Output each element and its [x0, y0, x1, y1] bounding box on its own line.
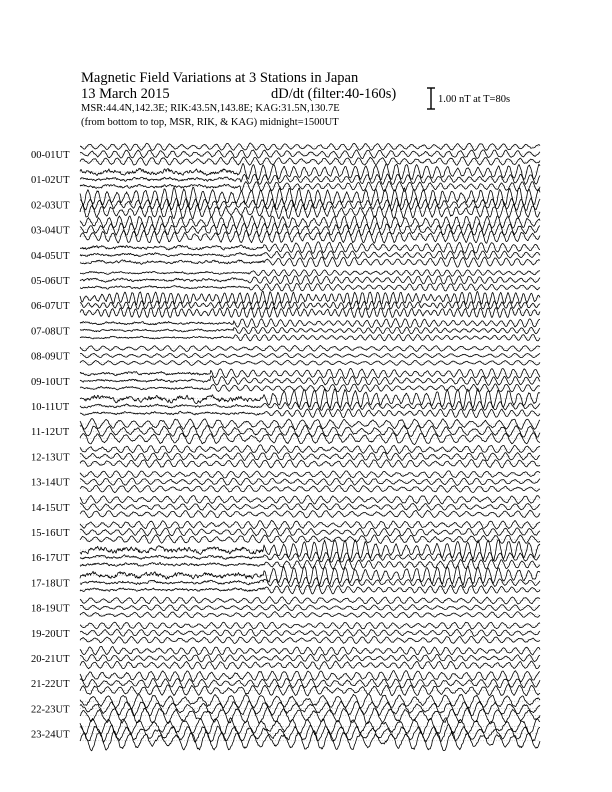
scale-bar-label: 1.00 nT at T=80s	[438, 94, 511, 105]
trace-msr	[80, 535, 540, 544]
hour-label: 20-21UT	[31, 654, 70, 665]
date-label: 13 March 2015	[81, 86, 170, 102]
hour-label: 19-20UT	[31, 628, 70, 640]
hour-label: 03-04UT	[31, 225, 70, 237]
hour-label: 04-05UT	[31, 250, 70, 262]
hour-label: 23-24UT	[31, 729, 70, 741]
hour-row	[31, 143, 540, 166]
hour-label: 00-01UT	[31, 150, 70, 161]
hour-label: 07-08UT	[31, 326, 70, 338]
trace-rik	[80, 678, 540, 688]
hour-label: 17-18UT	[31, 578, 70, 590]
trace-msr	[80, 460, 540, 468]
trace-msr	[80, 181, 540, 191]
trace-rik	[80, 478, 540, 485]
trace-msr	[80, 433, 540, 445]
trace-rik	[80, 327, 540, 334]
trace-msr	[80, 661, 540, 669]
trace-kag	[80, 389, 540, 409]
hour-row	[31, 319, 540, 341]
trace-msr	[80, 612, 540, 618]
hour-row	[31, 345, 540, 365]
hour-row	[31, 389, 540, 418]
hour-row	[31, 216, 540, 244]
hour-label: 02-03UT	[31, 200, 70, 212]
scale-bar	[427, 88, 435, 109]
hour-label: 10-11UT	[31, 402, 70, 413]
trace-rik	[80, 376, 540, 385]
trace-rik	[80, 353, 540, 358]
trace-msr	[80, 283, 540, 291]
quantity-label: dD/dt (filter:40-160s)	[271, 86, 397, 102]
trace-msr	[80, 731, 540, 751]
trace-rik	[80, 629, 540, 636]
trace-msr	[80, 384, 540, 392]
hour-label: 18-19UT	[31, 603, 70, 615]
hour-row	[31, 270, 540, 292]
hour-row	[31, 646, 540, 669]
hour-label: 13-14UT	[31, 477, 70, 489]
hour-row	[31, 163, 540, 191]
trace-rik	[80, 528, 540, 536]
chart-title: Magnetic Field Variations at 3 Stations in Japan	[81, 70, 359, 86]
trace-msr	[80, 510, 540, 518]
trace-kag	[80, 270, 540, 277]
hour-row	[31, 520, 540, 543]
hour-label: 09-10UT	[31, 376, 70, 388]
hour-label: 01-02UT	[31, 175, 70, 187]
trace-rik	[80, 275, 540, 284]
trace-kag	[80, 291, 540, 305]
hour-label: 22-23UT	[31, 704, 70, 716]
hour-row	[31, 291, 540, 317]
trace-msr	[80, 360, 540, 365]
trace-kag	[80, 471, 540, 478]
station-order-note: (from bottom to top, MSR, RIK, & KAG) midnight=1500UT	[81, 117, 339, 128]
hour-row	[31, 671, 540, 696]
hour-label: 15-16UT	[31, 528, 70, 539]
trace-kag	[80, 495, 540, 504]
trace-msr	[80, 485, 540, 493]
trace-msr	[80, 334, 540, 341]
hour-label: 05-06UT	[31, 276, 70, 287]
hour-row	[31, 622, 540, 643]
hour-row	[31, 471, 540, 493]
hour-row	[31, 597, 540, 618]
hour-label: 08-09UT	[31, 351, 70, 363]
hour-row	[31, 445, 540, 468]
hour-row	[31, 495, 540, 518]
hour-label: 11-12UT	[31, 427, 70, 439]
trace-kag	[80, 597, 540, 604]
hour-label: 06-07UT	[31, 301, 70, 313]
trace-rik	[80, 604, 540, 610]
station-coordinates: MSR:44.4N,142.3E; RIK:43.5N,143.8E; KAG:31.5N,130.7E	[81, 103, 340, 114]
trace-rik	[80, 150, 540, 159]
trace-rik	[80, 301, 540, 310]
hour-label: 14-15UT	[31, 502, 70, 514]
trace-kag	[80, 319, 540, 328]
trace-msr	[80, 307, 540, 318]
hour-row	[31, 369, 540, 392]
hour-label: 21-22UT	[31, 679, 70, 691]
trace-kag	[80, 216, 540, 230]
hour-row	[31, 187, 540, 219]
hour-label: 16-17UT	[31, 553, 70, 565]
hour-row	[31, 566, 540, 594]
trace-msr	[80, 636, 540, 643]
trace-kag	[80, 520, 540, 529]
trace-rik	[80, 654, 540, 662]
hour-row	[31, 242, 540, 267]
trace-rik	[80, 725, 540, 743]
trace-kag	[80, 143, 540, 151]
trace-msr	[80, 157, 540, 166]
trace-kag	[80, 694, 540, 709]
trace-kag	[80, 419, 540, 430]
trace-kag	[80, 345, 540, 351]
hour-row	[31, 540, 540, 570]
trace-msr	[80, 257, 540, 267]
trace-kag	[80, 566, 540, 585]
hour-label: 12-13UT	[31, 452, 70, 464]
trace-rik	[80, 425, 540, 437]
trace-rik	[80, 503, 540, 510]
trace-kag	[80, 622, 540, 629]
trace-kag	[80, 445, 540, 454]
hour-row	[31, 694, 540, 724]
trace-kag	[80, 646, 540, 655]
hour-row	[31, 419, 540, 445]
